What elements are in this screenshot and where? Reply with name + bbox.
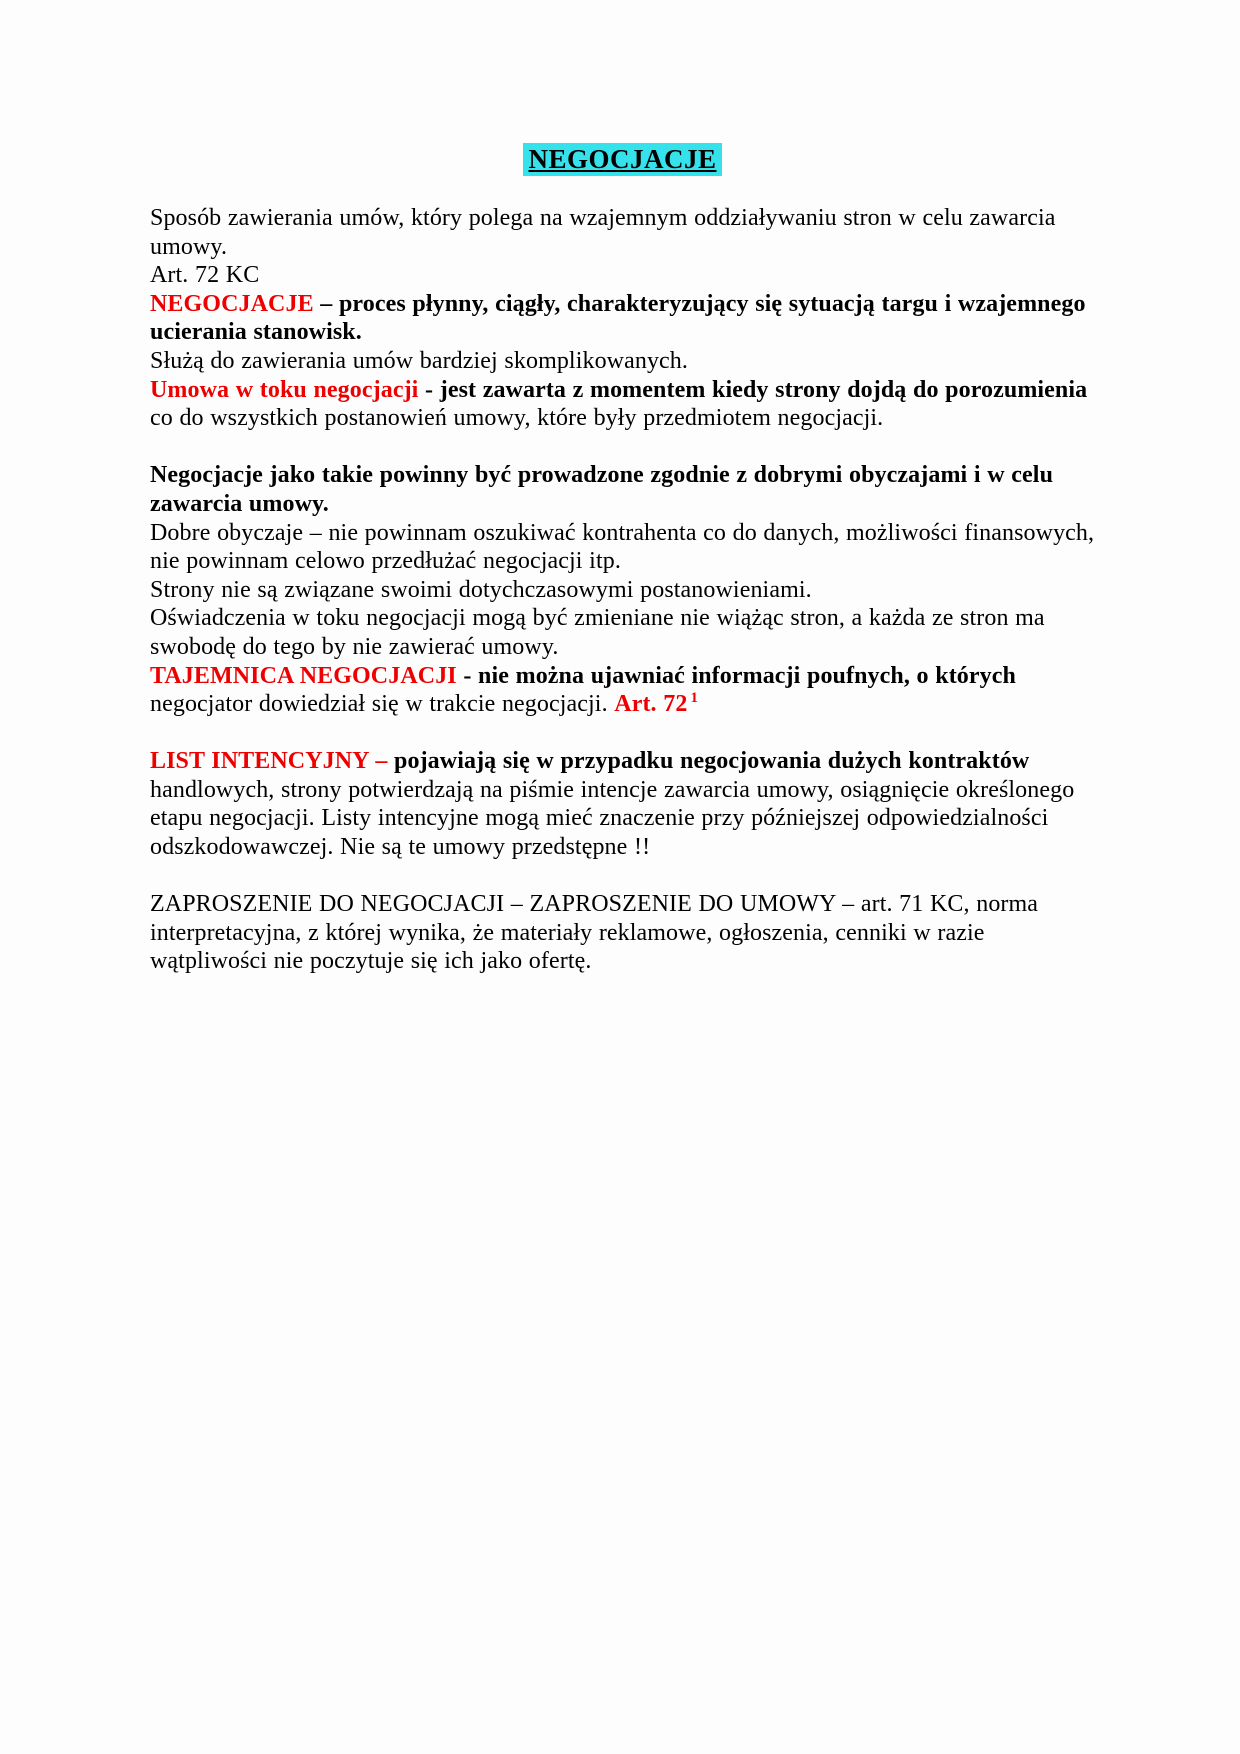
text-run: LIST INTENCYJNY –	[150, 748, 395, 775]
text-run: Umowa w toku negocjacji	[150, 376, 419, 403]
text-run: - nie można ujawniać informacji poufnych, o których	[456, 662, 1016, 689]
text-run: negocjator dowiedział się w trakcie negocjacji.	[150, 691, 615, 718]
text-run: pojawiają się w przypadku negocjowania dużych kontraktów	[394, 748, 1030, 775]
text-run: Art. 72 KC	[150, 262, 260, 289]
text-run: - jest zawarta z momentem kiedy strony dojdą do porozumienia	[418, 376, 1088, 403]
paragraph	[150, 519, 1095, 576]
text-run: Strony nie są związane swoimi dotychczasowymi postanowieniami.	[150, 576, 812, 603]
paragraph	[150, 747, 1095, 861]
document-title: NEGOCJACJE	[523, 143, 721, 176]
text-run: handlowych, strony potwierdzają na piśmie intencje zawarcia umowy, osiągnięcie określonego etapu negocjacji. Listy intencyjne mogą mieć znaczenie przy późniejszej odpowiedzialności odszkodowawczej. Nie są te umowy przedstępne !!	[150, 776, 1075, 861]
paragraph	[150, 204, 1095, 261]
text-run: Art. 72	[614, 691, 688, 718]
paragraph	[150, 890, 1095, 976]
text-run: Dobre obyczaje – nie powinnam oszukiwać kontrahenta co do danych, możliwości finansowych, nie powinnam celowo przedłużać negocjacji itp.	[150, 519, 1095, 575]
paragraph	[150, 662, 1095, 719]
text-run: Oświadczenia w toku negocjacji mogą być zmieniane nie wiążąc stron, a każda ze stron ma swobodę do tego by nie zawierać umowy.	[150, 605, 1045, 660]
paragraph	[150, 290, 1095, 347]
text-run: TAJEMNICA NEGOCJACJI	[150, 662, 457, 689]
paragraph	[150, 347, 1095, 376]
text-run: Sposób zawierania umów, który polega na wzajemnym oddziaływaniu stron w celu zawarcia umowy.	[150, 205, 1056, 260]
paragraph	[150, 261, 1095, 290]
paragraph-spacer	[150, 433, 1095, 462]
title-line	[150, 144, 1095, 174]
text-run: NEGOCJACJE	[150, 290, 314, 317]
paragraph	[150, 604, 1095, 661]
document-body	[150, 204, 1095, 976]
paragraph	[150, 461, 1095, 518]
text-run: – proces płynny, ciągły, charakteryzujący się sytuacją targu i wzajemnego ucierania stanowisk.	[150, 290, 1086, 346]
paragraph-spacer	[150, 719, 1095, 748]
paragraph	[150, 576, 1095, 605]
paragraph	[150, 376, 1095, 433]
text-run: Służą do zawierania umów bardziej skomplikowanych.	[150, 347, 689, 374]
text-run: ZAPROSZENIE DO NEGOCJACJI – ZAPROSZENIE DO UMOWY – art. 71 KC, norma interpretacyjna, z której wynika, że materiały reklamowe, ogłoszenia, cenniki w razie wątpliwości nie poczytuje się ich jako ofertę.	[150, 891, 1039, 975]
text-run: co do wszystkich postanowień umowy, które były przedmiotem negocjacji.	[150, 405, 884, 432]
text-run: Negocjacje jako takie powinny być prowadzone zgodnie z dobrymi obyczajami i w celu zawarcia umowy.	[150, 462, 1054, 517]
paragraph-spacer	[150, 862, 1095, 891]
text-run: 1	[690, 690, 699, 707]
